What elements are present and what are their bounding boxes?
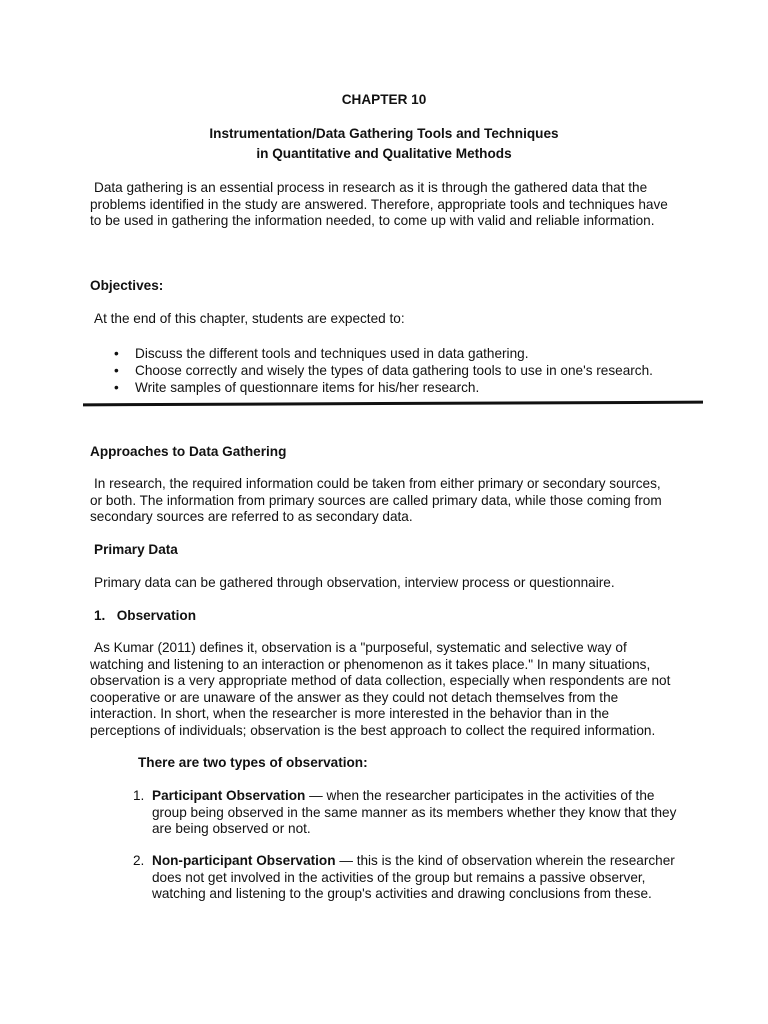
objectives-lead: At the end of this chapter, students are expected to: bbox=[94, 311, 405, 326]
approaches-line-2: or both. The information from primary sources are called primary data, while those coming from bbox=[90, 492, 662, 508]
observation-paragraph bbox=[90, 640, 678, 739]
intro-paragraph bbox=[90, 180, 678, 230]
observation-line: watching and listening to an interaction or phenomenon as it takes place." In many situations, bbox=[90, 656, 651, 672]
bullet-icon: • bbox=[114, 363, 119, 378]
observation-line: cooperative or are unaware of the answer as they could not detach themselves from the bbox=[90, 689, 619, 705]
chapter-label: CHAPTER 10 bbox=[341, 92, 427, 107]
objective-item: • Write samples of questionnare items for his/her research. bbox=[114, 380, 480, 395]
primary-data-heading: Primary Data bbox=[94, 542, 178, 557]
item-number: 2. bbox=[133, 853, 145, 868]
bullet-icon: • bbox=[114, 346, 119, 361]
intro-line-2: problems identified in the study are answered. Therefore, appropriate tools and techniques have bbox=[90, 196, 668, 212]
observation-heading bbox=[94, 608, 196, 623]
observation-line: observation is a very appropriate method of data collection, especially when respondents are not bbox=[90, 673, 671, 688]
observation-line: perceptions of individuals; observation is the best approach to collect the required information. bbox=[90, 722, 656, 738]
observation-heading-text: Observation bbox=[116, 608, 197, 623]
objectives-heading: Objectives: bbox=[90, 278, 164, 293]
objective-item: • Choose correctly and wisely the types of data gathering tools to use in one's research. bbox=[114, 363, 653, 378]
objective-item: • Discuss the different tools and techniques used in data gathering. bbox=[114, 346, 529, 361]
approaches-line-3: secondary sources are referred to as secondary data. bbox=[90, 509, 413, 524]
observation-line: interaction. In short, when the researcher is more interested in the behavior than in the bbox=[90, 706, 610, 721]
intro-line-3: to be used in gathering the information needed, to come up with valid and reliable information. bbox=[90, 213, 655, 228]
chapter-title-line-2: in Quantitative and Qualitative Methods bbox=[256, 146, 512, 161]
objectives-list bbox=[90, 345, 690, 396]
observation-type-item: 2. Non-participant Observation — this is the kind of observation wherein the researcher does not get involved in the activities of the group but remains a passive observer, watching and listening to the group's activities and drawing conclusions from these. bbox=[133, 853, 675, 901]
observation-line: As Kumar (2011) defines it, observation is a "purposeful, systematic and selective way of bbox=[94, 640, 627, 655]
chapter-title-line-1: Instrumentation/Data Gathering Tools and Techniques bbox=[209, 126, 559, 141]
term-participant-observation: Participant Observation bbox=[152, 788, 306, 803]
item-number: 1. bbox=[133, 788, 145, 803]
intro-line-1: Data gathering is an essential process in research as it is through the gathered data that the bbox=[94, 180, 648, 195]
section-divider bbox=[83, 401, 703, 407]
bullet-icon: • bbox=[114, 380, 119, 395]
approaches-heading: Approaches to Data Gathering bbox=[90, 444, 287, 459]
approaches-line-1: In research, the required information could be taken from either primary or secondary sources, bbox=[94, 476, 661, 491]
observation-type-item: 1. Participant Observation — when the researcher participates in the activities of the group being observed in the same manner as its members whether they know that they are being observed or not. bbox=[133, 788, 677, 836]
primary-data-text: Primary data can be gathered through observation, interview process or questionnaire. bbox=[94, 575, 615, 590]
types-heading: There are two types of observation: bbox=[138, 755, 368, 770]
observation-heading-number: 1. bbox=[94, 608, 106, 623]
term-non-participant-observation: Non-participant Observation bbox=[152, 853, 336, 868]
approaches-paragraph bbox=[90, 476, 678, 526]
